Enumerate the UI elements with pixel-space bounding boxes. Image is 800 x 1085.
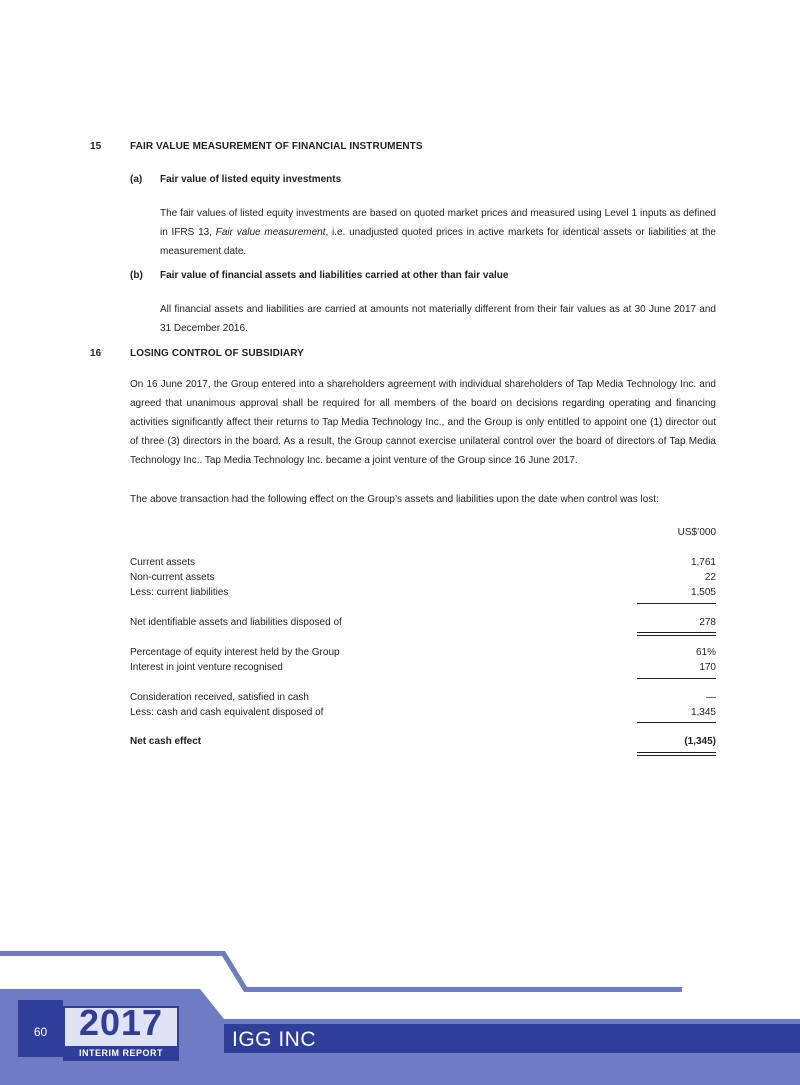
row-value: 1,345 <box>690 707 716 718</box>
row-value: 22 <box>704 572 716 583</box>
row-value: (1,345) <box>684 736 716 747</box>
table-row-total <box>130 736 716 750</box>
table-row <box>130 662 716 676</box>
currency-header: US$’000 <box>677 527 716 538</box>
page-number: 60 <box>33 1025 48 1039</box>
row-label: Net cash effect <box>130 736 202 747</box>
subsection-a-text-italic: Fair value measurement <box>215 227 326 238</box>
subtotal-rule <box>637 603 716 604</box>
subsection-a-title: Fair value of listed equity investments <box>160 174 342 185</box>
subsection-b-paragraph: All financial assets and liabilities are carried at amounts not materially different from their fair values as at 30 June 2017 and 31 December 2016. <box>160 304 716 334</box>
row-value: — <box>706 692 716 703</box>
section-16-paragraph-1: On 16 June 2017, the Group entered into a shareholders agreement with individual shareholders of Tap Media Technology Inc. and agreed that unanimous approval shall be required for all members of the board on decisions regarding operating and financing activities significantly affect their returns to Tap Media Technology Inc., and the Group is only entitled to appoint one (1) director out of three (3) directors in the board. As a result, the Group cannot exercise unilateral control over the board of directors of Tap Media Technology Inc.. Tap Media Technology Inc. became a joint venture of the Group since 16 June 2017. <box>130 379 716 466</box>
section-16-paragraph-2: The above transaction had the following effect on the Group’s assets and liabilities upon the date when control was lost: <box>130 494 659 505</box>
section-15-number: 15 <box>90 141 102 152</box>
subtotal-rule <box>637 678 716 679</box>
total-double-rule <box>637 632 716 636</box>
total-double-rule <box>637 752 716 756</box>
row-value: 278 <box>699 617 716 628</box>
table-row <box>130 707 716 721</box>
subsection-a-text-part2: , i.e. unadjusted quoted prices in active markets for identical assets or liabilities at the measurement date. <box>160 227 716 257</box>
section-16-title: LOSING CONTROL OF SUBSIDIARY <box>130 348 304 359</box>
subtotal-rule <box>637 722 716 723</box>
table-row <box>130 572 716 586</box>
subsection-b-title: Fair value of financial assets and liabilities carried at other than fair value <box>160 270 509 281</box>
table-row <box>130 692 716 706</box>
row-value: 1,505 <box>690 587 716 598</box>
row-label: Consideration received, satisfied in cash <box>130 692 309 703</box>
row-label: Net identifiable assets and liabilities disposed of <box>130 617 342 628</box>
section-16-number: 16 <box>90 348 102 359</box>
company-name: IGG INC <box>232 1028 317 1051</box>
subsection-b-label: (b) <box>130 270 143 281</box>
table-row <box>130 617 716 631</box>
table-row <box>130 557 716 571</box>
report-year: 2017 <box>78 1002 164 1043</box>
table-row <box>130 647 716 661</box>
subsection-a-paragraph <box>160 204 716 261</box>
row-value: 61% <box>695 647 716 658</box>
section-15-title: FAIR VALUE MEASUREMENT OF FINANCIAL INSTRUMENTS <box>130 141 423 152</box>
row-value: 170 <box>699 662 716 673</box>
report-label: INTERIM REPORT <box>78 1048 163 1058</box>
subsection-a-text-part1: The fair values of listed equity investments are based on quoted market prices and measured using Level 1 inputs as defined in IFRS 13, <box>160 208 716 238</box>
row-label: Interest in joint venture recognised <box>130 662 283 673</box>
table-row <box>130 587 716 601</box>
row-label: Less: cash and cash equivalent disposed of <box>130 707 324 718</box>
footer-accent-line <box>0 951 682 992</box>
row-label: Less: current liabilities <box>130 587 229 598</box>
subsection-a-label: (a) <box>130 174 143 185</box>
row-label: Current assets <box>130 557 196 568</box>
row-value: 1,761 <box>690 557 716 568</box>
row-label: Percentage of equity interest held by the Group <box>130 647 340 658</box>
row-label: Non-current assets <box>130 572 215 583</box>
